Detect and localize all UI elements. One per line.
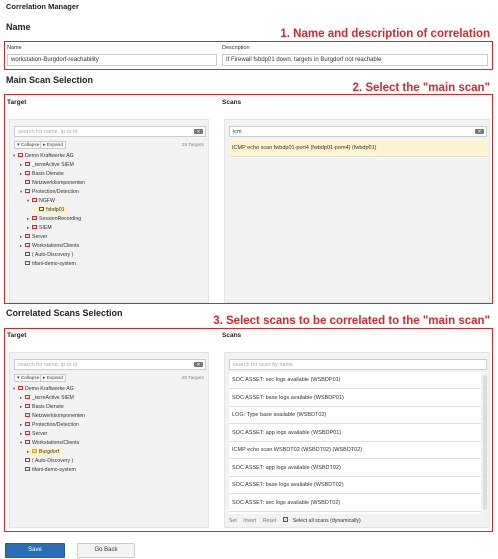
caret-right-icon[interactable]: ▸ [27, 216, 30, 221]
tree-item-label: fsbdp01 [46, 207, 65, 213]
description-field[interactable]: If Firewall fsbdp01 down, targets in Burgdorf not reachable [222, 54, 488, 66]
main-scan-item[interactable]: ICMP echo scan fwbdp01-port4 (fwbdp01-pom4) (fwbdp01) [229, 140, 487, 157]
correlated-heading: Correlated Scans Selection [6, 308, 123, 318]
main-tree-item[interactable] [27, 215, 85, 223]
correlated-scan-item[interactable]: SOC ASSET: app logs available (WSBDP01) [229, 425, 481, 442]
tree-item-label: SIEM [39, 225, 52, 231]
tree-item-label: Protection/Detection [32, 422, 79, 428]
correlated-scan-item[interactable]: SOC ASSET: sec logs available (WSBDP01) [229, 372, 481, 389]
correlated-scan-item[interactable]: SOC ASSET: base logs available (WSBDP01) [229, 390, 481, 407]
tree-item-label: Basis Dienste [32, 171, 64, 177]
folder-open-icon [18, 386, 23, 390]
correlated-tree-item[interactable] [20, 412, 89, 420]
tree-item-label: ( Auto-Discovery ) [32, 252, 74, 258]
correlated-tree-item[interactable] [13, 385, 78, 393]
main-scans-title: Scans [222, 99, 242, 106]
reset-link[interactable]: Reset [262, 518, 277, 524]
correlated-tree-item[interactable] [20, 394, 78, 402]
correlated-scans-panel [224, 352, 490, 528]
caret-right-icon[interactable]: ▸ [20, 395, 23, 400]
correlated-scan-search[interactable] [229, 359, 487, 370]
main-target-title: Target [7, 99, 27, 106]
caret-right-icon[interactable]: ▸ [20, 422, 23, 427]
caret-right-icon[interactable]: ▸ [27, 449, 30, 454]
folder-icon [32, 216, 37, 220]
correlated-scan-item[interactable]: ICMP echo scan WSBDT02 (WSBDT02) (WSBDT02) [229, 442, 481, 459]
tree-item-label: Basis Dienste [32, 404, 64, 410]
name-field[interactable]: workstation-Burgdorf-reachability [7, 54, 217, 66]
folder-open-icon [32, 198, 37, 202]
correlated-target-title: Target [7, 332, 27, 339]
folder-open-icon [25, 189, 30, 193]
main-target-panel [9, 119, 209, 303]
correlated-expand-button[interactable]: ▸ Expand [40, 374, 66, 382]
clear-search-icon[interactable]: ✕ [194, 129, 203, 134]
tree-item-label: Netzwerkkomponenten [32, 180, 86, 186]
folder-icon [25, 395, 30, 399]
caret-right-icon[interactable]: ▸ [20, 162, 23, 167]
main-tree-item[interactable] [13, 152, 78, 160]
caret-right-icon[interactable]: ▸ [20, 234, 23, 239]
correlated-target-count: 29 Targets [181, 376, 204, 381]
main-tree-item[interactable] [20, 251, 77, 259]
correlated-scan-item[interactable]: LOG: Type base available (WSBDT02) [229, 407, 481, 424]
caret-down-icon[interactable]: ▾ [13, 153, 16, 158]
main-tree-item[interactable] [20, 188, 83, 196]
tree-item-label: ( Auto-Discovery ) [32, 458, 74, 464]
tree-item-label: tifani-demo-system [32, 467, 76, 473]
main-tree-item[interactable] [20, 233, 51, 241]
correlated-box [4, 328, 493, 532]
caret-down-icon[interactable]: ▾ [20, 189, 23, 194]
select-all-checkbox[interactable]: ✓ [283, 517, 288, 523]
correlated-scan-item[interactable]: SOC ASSET: app logs available (WSBDT02) [229, 460, 481, 477]
main-tree-item[interactable] [20, 260, 80, 268]
tree-item-label: NGFW [39, 198, 55, 204]
main-target-count: 29 Targets [181, 143, 204, 148]
caret-down-icon[interactable]: ▾ [27, 198, 30, 203]
correlated-scan-item[interactable]: SOC ASSET: base logs available (WSBDT02) [229, 477, 481, 494]
correlated-target-search[interactable] [14, 359, 206, 370]
save-button[interactable]: Save [5, 543, 65, 558]
correlated-target-panel [9, 352, 209, 528]
name-section-heading: Name [6, 22, 31, 32]
set-link[interactable]: Set [229, 518, 237, 524]
tree-item-label: Server [32, 234, 48, 240]
tree-item-label: Workstations/Clients [32, 243, 80, 249]
caret-down-icon[interactable]: ▾ [20, 440, 23, 445]
host-icon [39, 207, 44, 211]
correlated-tree-item[interactable] [27, 448, 63, 456]
caret-down-icon[interactable]: ▾ [13, 386, 16, 391]
annotation-correlated: 3. Select scans to be correlated to the "main scan" [213, 315, 490, 327]
folder-icon [32, 225, 37, 229]
main-tree-item[interactable] [20, 179, 89, 187]
main-scan-list [229, 140, 487, 158]
tree-item-label: Workstations/Clients [32, 440, 80, 446]
caret-right-icon[interactable]: ▸ [27, 225, 30, 230]
invert-link[interactable]: Invert [243, 518, 257, 524]
clear-correlated-search-icon[interactable]: ✕ [194, 362, 203, 367]
main-tree-item[interactable] [20, 170, 68, 178]
correlated-tree-item[interactable] [20, 466, 80, 474]
folder-icon [25, 243, 30, 247]
folder-icon [25, 234, 30, 238]
caret-right-icon[interactable]: ▸ [20, 404, 23, 409]
main-tree-item[interactable] [20, 161, 78, 169]
tree-item-label: SessionRecording [39, 216, 82, 222]
folder-icon [25, 413, 30, 417]
main-scan-heading: Main Scan Selection [6, 75, 94, 85]
main-scan-search-value: icm [233, 129, 242, 135]
main-target-search-placeholder: search for name, ip or id [18, 129, 78, 135]
folder-icon [32, 449, 37, 453]
caret-right-icon[interactable]: ▸ [20, 431, 23, 436]
annotation-main-scan: 2. Select the "main scan" [352, 82, 490, 94]
folder-icon [25, 431, 30, 435]
main-target-tree [13, 152, 207, 292]
correlated-target-tree [13, 385, 207, 485]
caret-right-icon[interactable]: ▸ [20, 243, 23, 248]
correlated-target-search-placeholder: search for name, ip or id [18, 362, 78, 368]
tree-item-label: Burgdorf [39, 449, 59, 455]
correlated-tree-item[interactable] [20, 403, 68, 411]
folder-icon [25, 180, 30, 184]
clear-scan-search-icon[interactable]: ✕ [475, 129, 484, 134]
description-label: Description [222, 45, 250, 51]
main-scan-box [4, 94, 493, 304]
name-label: Name [7, 45, 22, 51]
annotation-name: 1. Name and description of correlation [280, 28, 490, 40]
app-title: Correlation Manager [6, 2, 79, 11]
main-scan-search[interactable] [229, 126, 487, 137]
name-section-box [4, 41, 493, 70]
main-expand-button[interactable]: ▸ Expand [40, 141, 66, 149]
main-tree-item[interactable] [20, 242, 83, 250]
tree-item-label: _terreActive SIEM [32, 395, 74, 401]
correlated-tree-item[interactable] [20, 421, 83, 429]
select-all-label: Select all scans (dynamically) [292, 518, 361, 524]
correlated-tree-item[interactable] [20, 457, 77, 465]
correlated-tree-item[interactable] [20, 439, 83, 447]
host-icon [25, 261, 30, 265]
main-tree-item[interactable] [27, 224, 56, 232]
scan-list-scrollbar[interactable] [483, 375, 487, 510]
correlated-scan-list [229, 372, 481, 514]
folder-open-icon [18, 153, 23, 157]
main-scans-panel [224, 119, 490, 303]
tree-item-label: Demo Kraftwerke AG [25, 153, 74, 159]
main-collapse-button[interactable]: ▾ Collapse [14, 141, 42, 149]
folder-icon [25, 171, 30, 175]
tree-item-label: Server [32, 431, 48, 437]
correlated-scan-item[interactable]: SOC ASSET: sec logs available (WSBDT02) [229, 495, 481, 512]
tree-item-label: Demo Kraftwerke AG [25, 386, 74, 392]
scan-selection-footer [229, 518, 371, 524]
tree-item-label: Protection/Detection [32, 189, 79, 195]
main-tree-item[interactable] [27, 197, 59, 205]
host-icon [25, 467, 30, 471]
correlated-collapse-button[interactable]: ▾ Collapse [14, 374, 42, 382]
go-back-button[interactable]: Go Back [77, 543, 135, 558]
folder-icon [25, 404, 30, 408]
caret-right-icon[interactable]: ▸ [20, 171, 23, 176]
tree-item-label: _terreActive SIEM [32, 162, 74, 168]
folder-icon [25, 422, 30, 426]
correlated-scan-search-placeholder: search for scan by name [233, 362, 294, 368]
folder-open-icon [25, 440, 30, 444]
folder-icon [25, 162, 30, 166]
main-tree-item[interactable] [34, 206, 68, 214]
correlated-tree-item[interactable] [20, 430, 51, 438]
main-target-search[interactable] [14, 126, 206, 137]
host-icon [25, 252, 30, 256]
correlated-scans-title: Scans [222, 332, 242, 339]
tree-item-label: Netzwerkkomponenten [32, 413, 86, 419]
host-icon [25, 458, 30, 462]
tree-item-label: tifani-demo-system [32, 261, 76, 267]
